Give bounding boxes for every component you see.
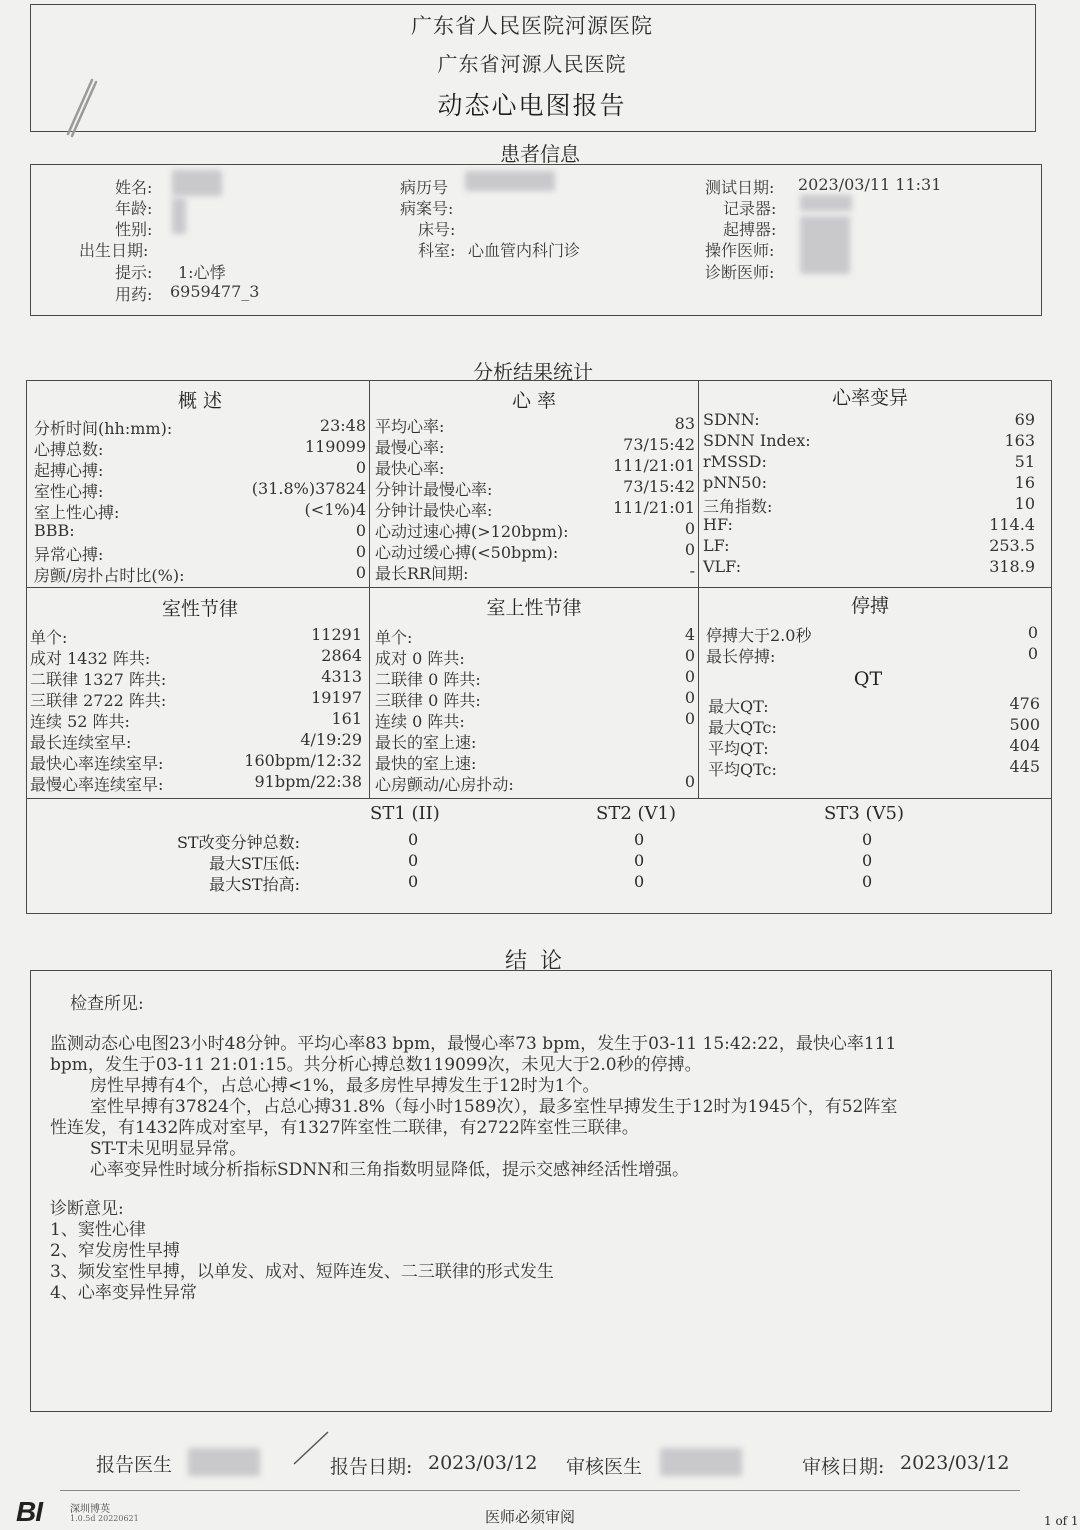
hrv-value: 163 (1004, 431, 1035, 450)
heart-rate-label: 最快心率: (375, 459, 445, 478)
heart-rate-value: - (689, 561, 695, 580)
recorder-redacted (800, 195, 852, 211)
hrv-value: 51 (1014, 452, 1035, 471)
footer-separator (60, 1490, 1020, 1491)
hint-value: 1:心悸 (178, 263, 226, 282)
review-date-value: 2023/03/12 (900, 1452, 1010, 1474)
ventricular-value: 160bpm/12:32 (244, 751, 362, 770)
stats-divider-v1 (369, 380, 370, 798)
ventricular-label: 最长连续室早: (30, 733, 132, 752)
supraventricular-title: 室上性节律 (486, 597, 582, 619)
hrv-label: rMSSD: (703, 452, 767, 471)
ventricular-label: 单个: (30, 628, 68, 647)
stats-section-title: 分析结果统计 (473, 360, 593, 384)
ventricular-value: 4/19:29 (300, 730, 362, 749)
heart-rate-row (375, 519, 695, 540)
ventricular-row (30, 772, 362, 793)
paper-clip-image (58, 72, 100, 142)
overview-label: 室上性心搏: (34, 503, 120, 522)
qt-value: 404 (1009, 736, 1040, 755)
company-name: 深圳博英 (70, 1504, 110, 1515)
qt-value: 445 (1009, 757, 1040, 776)
hospital-name-line2: 广东省河源人民医院 (437, 52, 627, 76)
st3-value: 0 (862, 830, 873, 849)
opinion-line-2: 2、窄发房性早搏 (50, 1241, 180, 1261)
recorder-label: 记录器: (723, 199, 777, 218)
finding-line-5: 性连发，有1432阵成对室早，有1327阵室性二联律，有2722阵室性三联律。 (50, 1118, 639, 1138)
opinion-line-4: 4、心率变异性异常 (50, 1283, 197, 1303)
pause-label: 停搏大于2.0秒 (706, 626, 812, 645)
ventricular-row (30, 667, 362, 688)
hrv-value: 69 (1014, 410, 1035, 429)
age-sex-redacted (172, 198, 186, 234)
st-row-label: 最大ST压低: (208, 854, 300, 873)
supraventricular-value: 4 (684, 625, 695, 644)
st3-value: 0 (862, 851, 873, 870)
company-logo: BI (16, 1496, 42, 1527)
heart-rate-row (375, 561, 695, 582)
pacemaker-label: 起搏器: (723, 220, 777, 239)
supraventricular-label: 成对 0 阵共: (375, 649, 465, 668)
hrv-row (703, 431, 1035, 452)
diagnosis-doctor-label: 诊断医师: (705, 263, 775, 282)
overview-row (34, 521, 366, 542)
report-date-value: 2023/03/12 (428, 1452, 538, 1474)
ventricular-row (30, 730, 362, 751)
qt-label: 最大QTc: (708, 718, 777, 737)
opinion-label: 诊断意见: (50, 1199, 124, 1219)
heart-rate-label: 心动过缓心搏(<50bpm): (375, 543, 559, 562)
heart-rate-label: 分钟计最慢心率: (375, 480, 493, 499)
heart-rate-row (375, 414, 695, 435)
overview-value: 0 (355, 458, 366, 477)
drug-value: 6959477_3 (170, 282, 260, 301)
test-date-label: 测试日期: (705, 178, 775, 197)
ventricular-label: 最慢心率连续室早: (30, 775, 164, 794)
qt-row (708, 715, 1040, 736)
overview-value: 0 (355, 563, 366, 582)
patient-section-title: 患者信息 (500, 142, 580, 166)
hrv-label: pNN50: (703, 473, 767, 492)
findings-label: 检查所见: (70, 994, 144, 1014)
heart-rate-label: 分钟计最快心率: (375, 501, 493, 520)
supraventricular-label: 心房颤动/心房扑动: (375, 775, 514, 794)
overview-label: 分析时间(hh:mm): (34, 419, 173, 438)
report-date-label: 报告日期: (330, 1456, 413, 1478)
doctor-names-redacted (800, 216, 850, 274)
qt-title: QT (853, 668, 883, 690)
supraventricular-row (375, 772, 695, 793)
overview-label: 房颤/房扑占时比(%): (34, 566, 185, 585)
st-row-label: 最大ST抬高: (208, 875, 300, 894)
hint-label: 提示: (115, 263, 153, 282)
overview-row (34, 437, 366, 458)
ventricular-value: 161 (331, 709, 362, 728)
hrv-row (703, 494, 1035, 515)
overview-row (34, 542, 366, 563)
hrv-row (703, 473, 1035, 494)
hrv-label: SDNN Index: (703, 431, 811, 450)
st2-header: ST2 (V1) (596, 803, 677, 824)
heart-rate-value: 111/21:01 (612, 498, 695, 517)
ventricular-value: 4313 (321, 667, 362, 686)
heart-rate-row (375, 498, 695, 519)
pause-value: 0 (1027, 623, 1038, 642)
ventricular-row (30, 625, 362, 646)
finding-line-3: 房性早搏有4个，占总心搏<1%，最多房性早搏发生于12时为1个。 (90, 1076, 600, 1096)
overview-value: 119099 (304, 437, 366, 456)
finding-line-1: 监测动态心电图23小时48分钟。平均心率83 bpm，最慢心率73 bpm，发生于03-11 15:42:22，最快心率111 (50, 1034, 897, 1054)
overview-row (34, 416, 366, 437)
ventricular-row (30, 646, 362, 667)
record-number-redacted (465, 171, 555, 191)
heart-rate-row (375, 540, 695, 561)
supraventricular-row (375, 688, 695, 709)
st3-header: ST3 (V5) (824, 803, 905, 824)
supraventricular-value: 0 (684, 646, 695, 665)
review-notice: 医师必须审阅 (484, 1508, 575, 1526)
hrv-value: 114.4 (989, 515, 1035, 534)
heart-rate-row (375, 435, 695, 456)
supraventricular-label: 单个: (375, 628, 413, 647)
pause-row (706, 623, 1038, 644)
supraventricular-row (375, 667, 695, 688)
overview-value: 23:48 (319, 416, 366, 435)
bed-label: 床号: (418, 220, 456, 239)
supraventricular-value: 0 (684, 772, 695, 791)
overview-label: 室性心搏: (34, 482, 104, 501)
sex-label: 性别: (115, 220, 153, 239)
hrv-row (703, 452, 1035, 473)
overview-row (34, 479, 366, 500)
heart-rate-label: 平均心率: (375, 417, 445, 436)
operator-label: 操作医师: (705, 241, 775, 260)
hrv-value: 10 (1014, 494, 1035, 513)
hrv-label: HF: (703, 515, 733, 534)
heart-rate-title: 心 率 (511, 390, 557, 412)
st2-value: 0 (634, 872, 645, 891)
hrv-value: 318.9 (989, 557, 1035, 576)
ventricular-label: 连续 52 阵共: (30, 712, 130, 731)
heart-rate-value: 73/15:42 (623, 435, 695, 454)
ventricular-value: 2864 (321, 646, 362, 665)
qt-label: 平均QTc: (708, 760, 777, 779)
department-label: 科室: (418, 241, 456, 260)
supraventricular-row (375, 751, 695, 772)
finding-line-7: 心率变异性时域分析指标SDNN和三角指数明显降低，提示交感神经活性增强。 (90, 1160, 690, 1180)
report-doctor-redacted (188, 1448, 260, 1476)
hrv-label: SDNN: (703, 410, 760, 429)
qt-label: 平均QT: (708, 739, 769, 758)
overview-title: 概 述 (177, 390, 223, 412)
heart-rate-value: 73/15:42 (623, 477, 695, 496)
st1-value: 0 (408, 872, 419, 891)
department-value: 心血管内科门诊 (468, 241, 581, 260)
overview-row (34, 563, 366, 584)
pause-row (706, 644, 1038, 665)
st1-value: 0 (408, 851, 419, 870)
review-doctor-label: 审核医生 (566, 1456, 643, 1478)
heart-rate-row (375, 477, 695, 498)
supraventricular-label: 二联律 0 阵共: (375, 670, 481, 689)
stats-divider-h2 (26, 798, 1052, 799)
opinion-line-1: 1、窦性心律 (50, 1220, 146, 1240)
heart-rate-row (375, 456, 695, 477)
heart-rate-label: 最慢心率: (375, 438, 445, 457)
ventricular-label: 二联律 1327 阵共: (30, 670, 167, 689)
report-title: 动态心电图报告 (437, 91, 627, 120)
st-row-label: ST改变分钟总数: (176, 833, 300, 852)
ventricular-value: 11291 (311, 625, 362, 644)
hrv-title: 心率变异 (831, 387, 908, 409)
hrv-value: 16 (1014, 473, 1035, 492)
overview-label: 异常心搏: (34, 545, 104, 564)
conclusion-title: 结 论 (505, 949, 565, 974)
qt-row (708, 757, 1040, 778)
software-version: 1.0.5d 20220621 (70, 1514, 139, 1523)
qt-value: 500 (1009, 715, 1040, 734)
overview-value: 0 (355, 542, 366, 561)
heart-rate-value: 83 (674, 414, 695, 433)
name-label: 姓名: (115, 178, 153, 197)
overview-row (34, 500, 366, 521)
supraventricular-label: 连续 0 阵共: (375, 712, 465, 731)
pause-title: 停搏 (850, 595, 889, 617)
heart-rate-value: 0 (684, 540, 695, 559)
ventricular-row (30, 751, 362, 772)
st1-value: 0 (408, 830, 419, 849)
ventricular-label: 三联律 2722 阵共: (30, 691, 167, 710)
qt-row (708, 694, 1040, 715)
record-number-label: 病历号 (400, 178, 449, 197)
qt-value: 476 (1009, 694, 1040, 713)
case-number-label: 病案号: (400, 199, 454, 218)
report-doctor-label: 报告医生 (96, 1454, 173, 1476)
pause-value: 0 (1027, 644, 1038, 663)
supraventricular-value: 0 (684, 688, 695, 707)
heart-rate-value: 111/21:01 (612, 456, 695, 475)
hrv-row (703, 515, 1035, 536)
overview-value: (<1%)4 (304, 500, 366, 519)
hrv-label: 三角指数: (703, 497, 773, 516)
overview-value: (31.8%)37824 (251, 479, 366, 498)
supraventricular-label: 最快的室上速: (375, 754, 477, 773)
qt-label: 最大QT: (708, 697, 769, 716)
opinion-line-3: 3、频发室性早搏，以单发、成对、短阵连发、二三联律的形式发生 (50, 1262, 554, 1282)
supraventricular-row (375, 730, 695, 751)
supraventricular-label: 最长的室上速: (375, 733, 477, 752)
st2-value: 0 (634, 830, 645, 849)
page-number: 1 of 1 (1044, 1514, 1079, 1528)
ventricular-row (30, 688, 362, 709)
overview-value: 0 (355, 521, 366, 540)
hrv-row (703, 557, 1035, 578)
ventricular-row (30, 709, 362, 730)
qt-row (708, 736, 1040, 757)
ventricular-title: 室性节律 (161, 598, 238, 620)
finding-line-2: bpm，发生于03-11 21:01:15。共分析心搏总数119099次，未见大于2.0秒的停搏。 (50, 1055, 702, 1075)
st1-header: ST1 (II) (370, 803, 440, 824)
supraventricular-label: 三联律 0 阵共: (375, 691, 481, 710)
birth-date-label: 出生日期: (79, 241, 149, 260)
ventricular-value: 91bpm/22:38 (254, 772, 362, 791)
overview-label: 心搏总数: (34, 440, 104, 459)
hrv-row (703, 410, 1035, 431)
hrv-label: LF: (703, 536, 730, 555)
review-doctor-redacted (660, 1448, 742, 1476)
stats-divider-h1 (26, 587, 1052, 588)
signature-stroke-image (290, 1428, 332, 1468)
ventricular-label: 成对 1432 阵共: (30, 649, 151, 668)
drug-label: 用药: (115, 285, 153, 304)
supraventricular-row (375, 625, 695, 646)
finding-line-4: 室性早搏有37824个，占总心搏31.8%（每小时1589次），最多室性早搏发生于12时为1945个，有52阵室 (90, 1097, 898, 1117)
name-redacted (172, 170, 222, 196)
hospital-name-line1: 广东省人民医院河源医院 (411, 14, 653, 38)
heart-rate-label: 心动过速心搏(>120bpm): (375, 522, 569, 541)
hrv-row (703, 536, 1035, 557)
hrv-label: VLF: (703, 557, 742, 576)
ventricular-label: 最快心率连续室早: (30, 754, 164, 773)
overview-label: BBB: (34, 521, 75, 540)
test-date-value: 2023/03/11 11:31 (798, 175, 942, 194)
st2-value: 0 (634, 851, 645, 870)
hrv-value: 253.5 (989, 536, 1035, 555)
stats-divider-v2 (698, 380, 699, 798)
supraventricular-row (375, 709, 695, 730)
age-label: 年龄: (115, 199, 153, 218)
overview-row (34, 458, 366, 479)
supraventricular-value: 0 (684, 667, 695, 686)
finding-line-6: ST-T未见明显异常。 (90, 1139, 247, 1159)
review-date-label: 审核日期: (802, 1456, 885, 1478)
pause-label: 最长停搏: (706, 647, 776, 666)
supraventricular-value: 0 (684, 709, 695, 728)
supraventricular-row (375, 646, 695, 667)
st3-value: 0 (862, 872, 873, 891)
ventricular-value: 19197 (311, 688, 362, 707)
overview-label: 起搏心搏: (34, 461, 104, 480)
heart-rate-label: 最长RR间期: (375, 564, 469, 583)
heart-rate-value: 0 (684, 519, 695, 538)
